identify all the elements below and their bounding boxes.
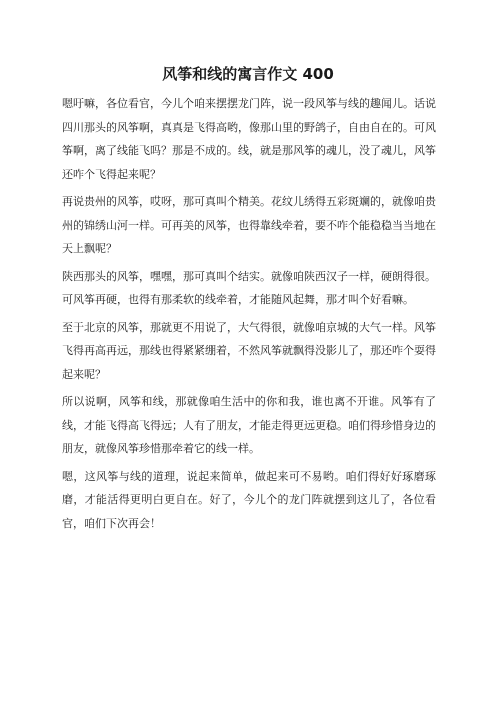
- document-body: [62, 92, 436, 535]
- paragraph: 嗯吁嘛，各位看官，今儿个咱来摆摆龙门阵，说一段风筝与线的趣闻儿。话说四川那头的风筝啊，真真是飞得高哟，像那山里的野鸽子，自由自在的。可风筝啊，离了线能飞吗？那是不成的。线，就是那风筝的魂儿，没了魂儿，风筝还咋个飞得起来呢？: [62, 97, 436, 181]
- paragraph: 陕西那头的风筝，嘿嘿，那可真叫个结实。就像咱陕西汉子一样，硬朗得很。可风筝再硬，也得有那柔软的线牵着，才能随风起舞，那才叫个好看嘛。: [62, 269, 436, 306]
- paragraph: 再说贵州的风筝，哎呀，那可真叫个精美。花纹儿绣得五彩斑斓的，就像咱贵州的锦绣山河一样。可再美的风筝，也得靠线牵着，要不咋个能稳稳当当地在天上飘呢？: [62, 195, 436, 255]
- paragraph: 所以说啊，风筝和线，那就像咱生活中的你和我，谁也离不开谁。风筝有了线，才能飞得高飞得远；人有了朋友，才能走得更远更稳。咱们得珍惜身边的朋友，就像风筝珍惜那牵着它的线一样。: [62, 395, 436, 455]
- document-title: 风筝和线的寓言作文 400: [162, 65, 334, 83]
- paragraph: 至于北京的风筝，那就更不用说了，大气得很，就像咱京城的大气一样。风筝飞得再高再远，那线也得紧紧绷着，不然风筝就飘得没影儿了，那还咋个耍得起来呢？: [62, 320, 436, 381]
- paragraph: 嗯，这风筝与线的道理，说起来简单，做起来可不易哟。咱们得好好琢磨琢磨，才能活得更明白更自在。好了，今儿个的龙门阵就摆到这儿了，各位看官，咱们下次再会！: [62, 469, 436, 530]
